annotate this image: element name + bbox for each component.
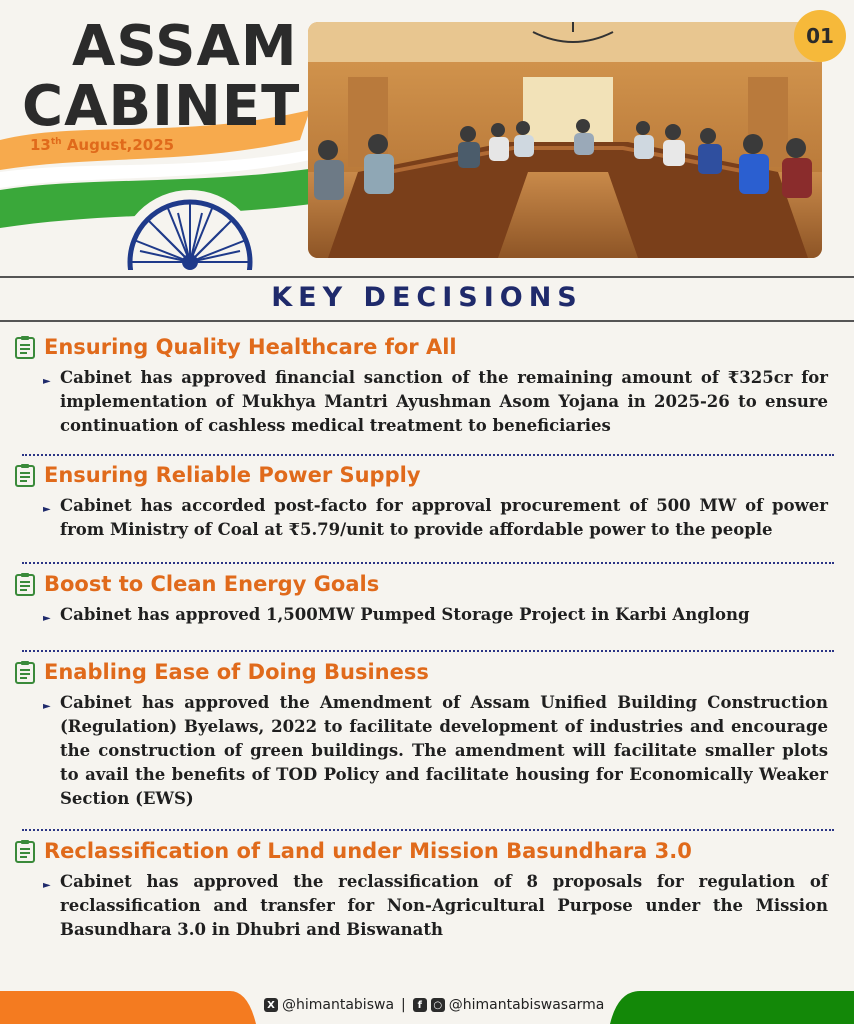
dotted-divider xyxy=(22,829,834,831)
decision-title: Ensuring Reliable Power Supply xyxy=(44,463,421,487)
decision-item xyxy=(14,569,828,627)
date-day: 13 xyxy=(30,136,51,154)
title-line-2: CABINET xyxy=(22,74,301,139)
decision-title: Enabling Ease of Doing Business xyxy=(44,660,429,684)
heading-rule-bottom xyxy=(0,320,854,322)
decision-item xyxy=(14,460,828,542)
title-line-1: ASSAM xyxy=(72,14,298,79)
bullet-icon: ► xyxy=(43,376,51,387)
facebook-icon[interactable]: f xyxy=(413,998,427,1012)
footer xyxy=(0,985,854,1024)
decision-item xyxy=(14,657,828,811)
decision-item xyxy=(14,836,828,942)
separator: | xyxy=(401,997,406,1013)
decision-title: Boost to Clean Energy Goals xyxy=(44,572,380,596)
bullet-icon: ► xyxy=(43,880,51,891)
checklist-icon xyxy=(14,572,36,596)
x-handle[interactable]: @himantabiswa xyxy=(282,997,395,1013)
checklist-icon xyxy=(14,335,36,359)
heading-rule-top xyxy=(0,276,854,278)
dotted-divider xyxy=(22,454,834,456)
decision-text: Cabinet has approved financial sanction of the remaining amount of ₹325cr for implementation of Mukhya Mantri Ayushman Asom Yojana in 2025-26 to ensure continuation of cashless medical treatment to beneficiaries xyxy=(60,368,828,435)
decision-text: Cabinet has accorded post-facto for approval procurement of 500 MW of power from Ministry of Coal at ₹5.79/unit to provide affordable power to the people xyxy=(60,496,828,539)
decision-text: Cabinet has approved 1,500MW Pumped Storage Project in Karbi Anglong xyxy=(60,605,750,624)
bullet-icon: ► xyxy=(43,701,51,712)
social-handles xyxy=(264,997,604,1013)
bullet-icon: ► xyxy=(43,613,51,624)
decision-title: Reclassification of Land under Mission Basundhara 3.0 xyxy=(44,839,692,863)
date-suffix: th xyxy=(50,137,62,147)
header xyxy=(0,0,854,272)
dotted-divider xyxy=(22,650,834,652)
instagram-icon[interactable]: ○ xyxy=(431,998,445,1012)
decision-text: Cabinet has approved the Amendment of Assam Unified Building Construction (Regulation) Byelaws, 2022 to facilitate development of industries and encourage the construction of green buildings. The amendment will facilitate smaller plots to avail the benefits of TOD Policy and facilitate housing for Economically Weaker Section (EWS) xyxy=(60,693,828,808)
date-rest: August,2025 xyxy=(61,136,175,154)
bullet-icon: ► xyxy=(43,504,51,515)
fb-ig-handle[interactable]: @himantabiswasarma xyxy=(448,997,605,1013)
x-icon[interactable]: X xyxy=(264,998,278,1012)
decision-title: Ensuring Quality Healthcare for All xyxy=(44,335,457,359)
checklist-icon xyxy=(14,660,36,684)
date xyxy=(30,136,174,154)
checklist-icon xyxy=(14,839,36,863)
decision-item xyxy=(14,332,828,438)
checklist-icon xyxy=(14,463,36,487)
key-decisions-heading: KEY DECISIONS xyxy=(271,282,583,313)
dotted-divider xyxy=(22,562,834,564)
cabinet-meeting-photo xyxy=(308,22,822,258)
decision-text: Cabinet has approved the reclassification of 8 proposals for regulation of reclassification and transfer for Non-Agricultural Purpose under the Mission Basundhara 3.0 in Dhubri and Biswanath xyxy=(60,872,828,939)
page-number-badge: 01 xyxy=(794,10,846,62)
